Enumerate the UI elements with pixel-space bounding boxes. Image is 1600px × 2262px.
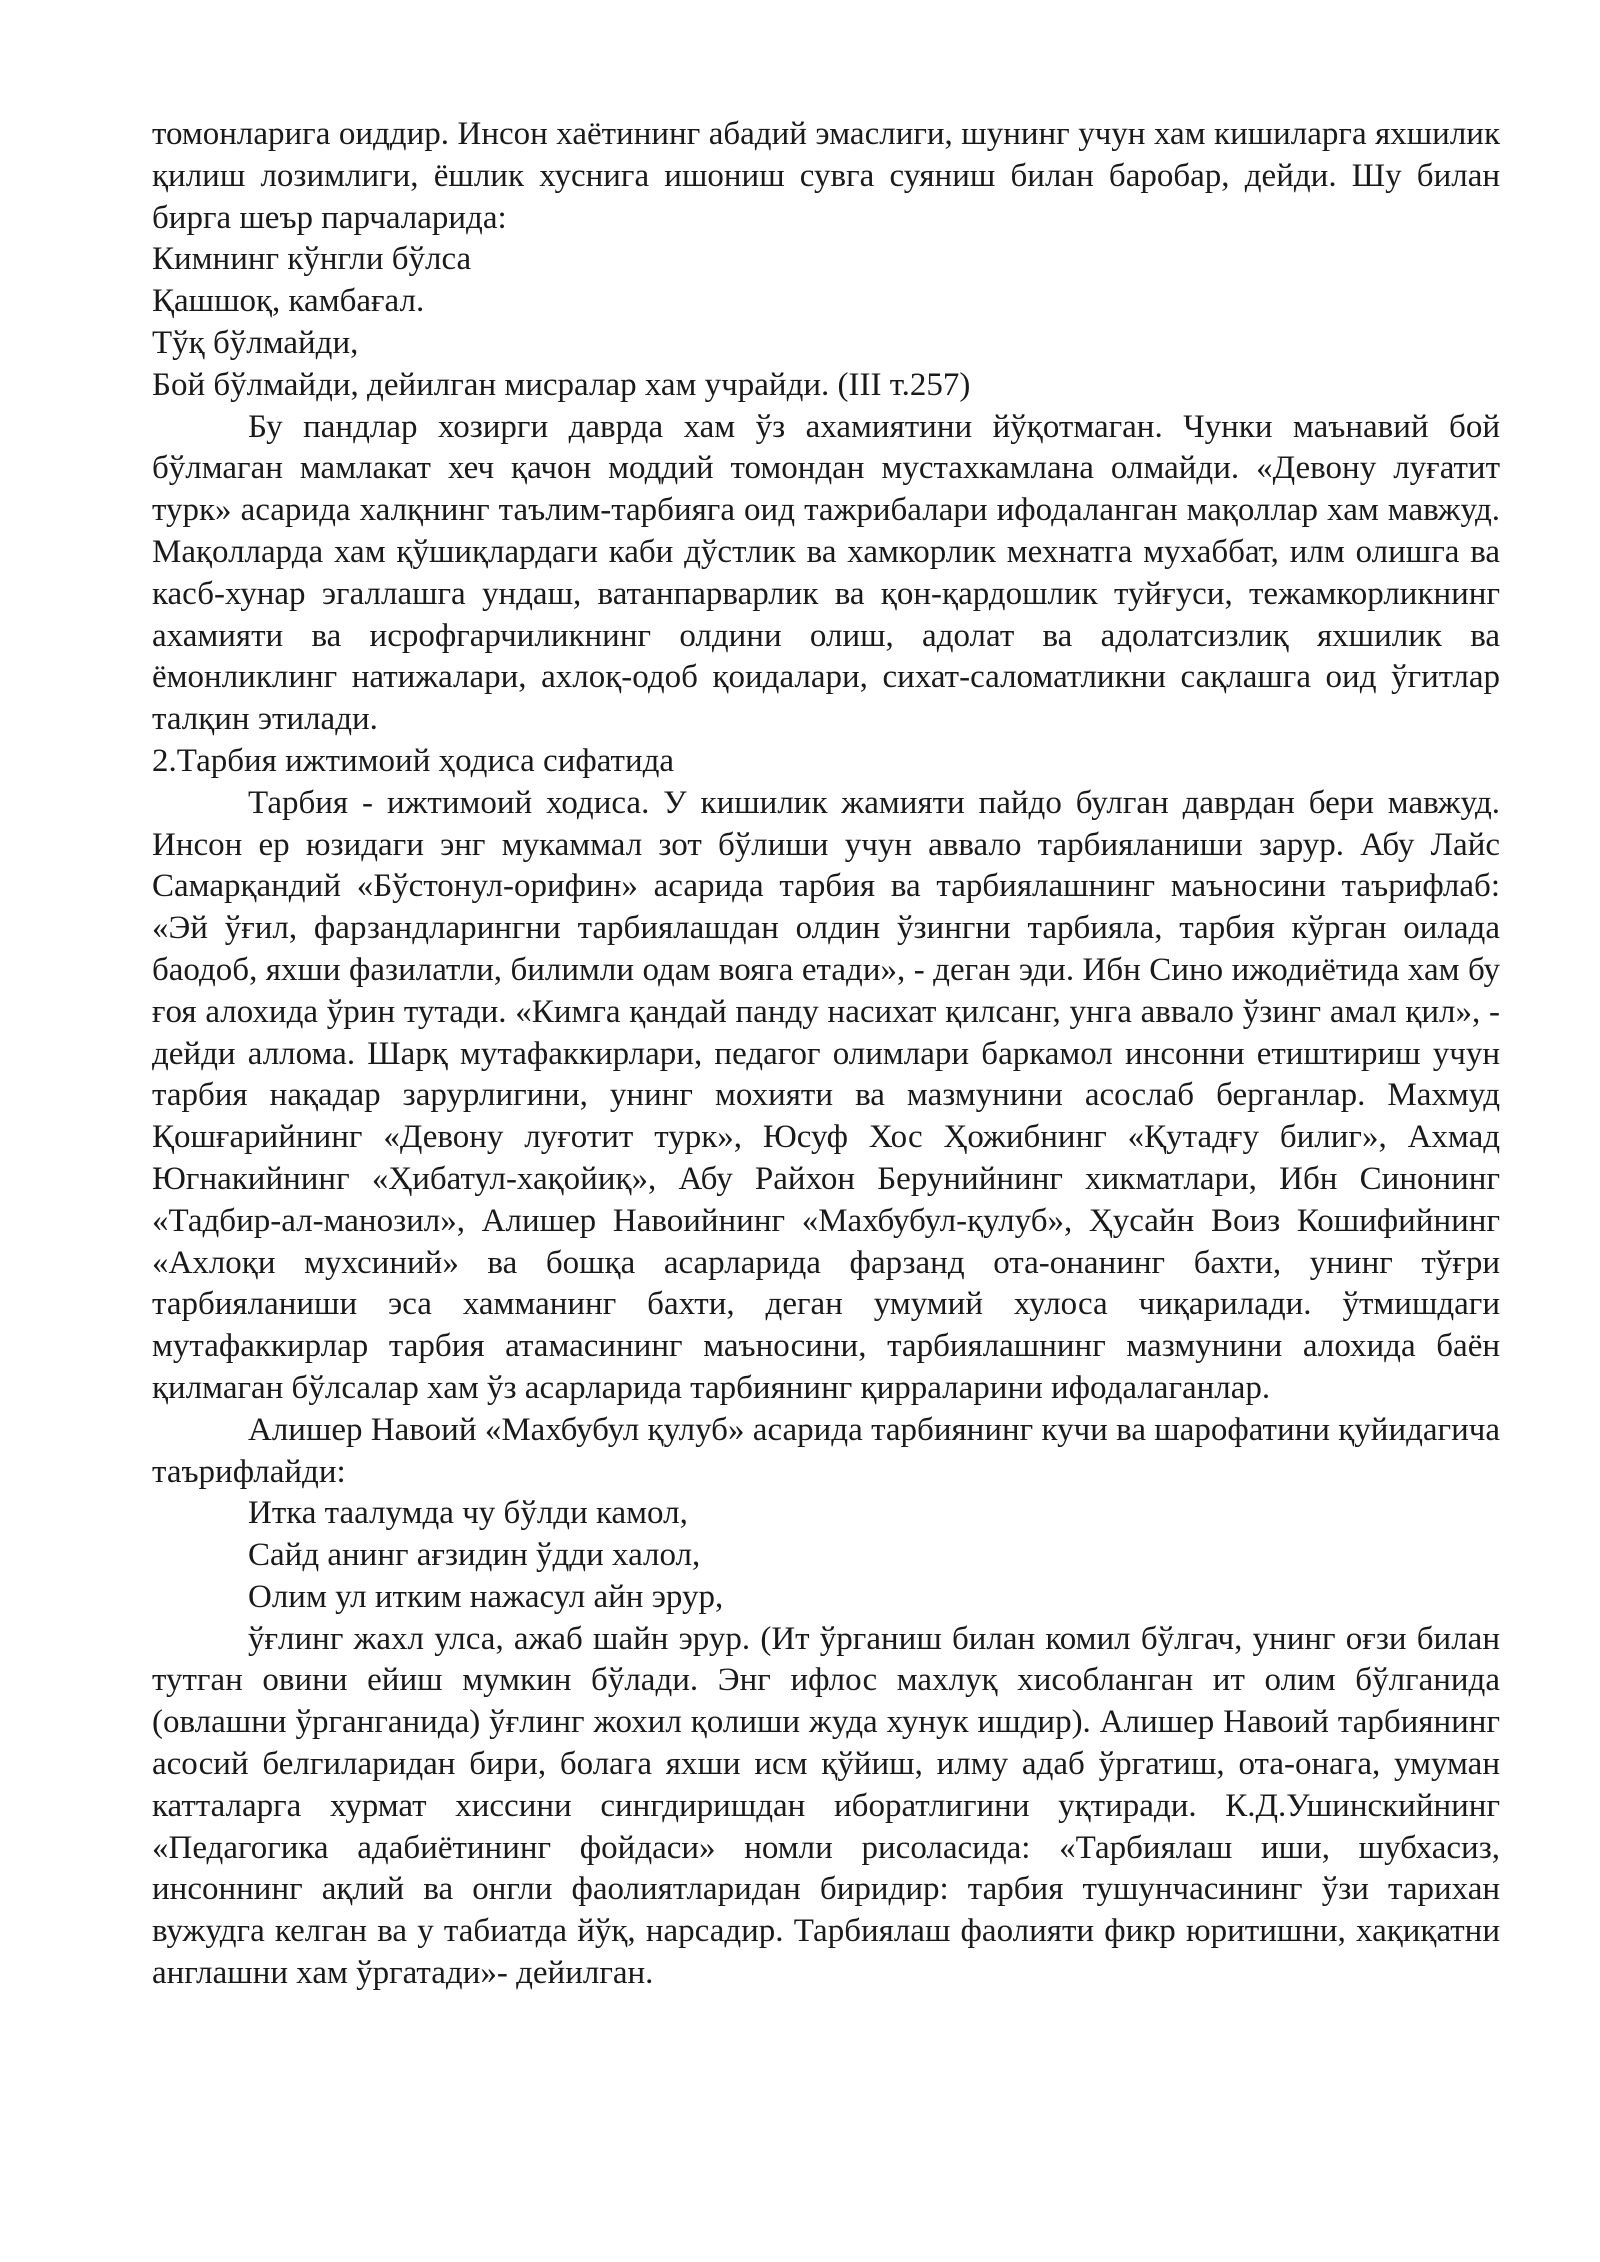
poem-line: Кимнинг кўнгли бўлса (152, 241, 472, 278)
section-heading: 2.Тарбия ижтимоий ҳодиса сифатида (152, 742, 675, 779)
verse-block (152, 1493, 1500, 1618)
paragraph-ushinskiy: ўғлинг жахл улса, ажаб шайн эрур. (Ит ўрганиш билан комил бўлгач, унинг оғзи билан тутган овини ейиш мумкин бўлади. Энг ифлос махлуқ хисобланган ит олим бўлганида (овлашни ўрганганида) ўғлинг жохил қолиши жуда хунук ишдир). Алишер Навоий тарбиянинг асосий белгиларидан бири, болага яхши исм қўйиш, илму адаб ўргатиш, ота-онага, умуман катталарга хурмат хиссини сингдиришдан иборатлигини уқтиради. К.Д.Ушинскийнинг «Педагогика адабиётининг фойдаси» номли рисоласида: «Тарбиялаш иши, шубхасиз, инсоннинг ақлий ва онгли фаолиятларидан биридир: тарбия тушунчасининг ўзи тарихан вужудга келган ва у табиатда йўқ, нарсадир. Тарбиялаш фаолияти фикр юритишни, хақиқатни англашни хам ўргатади»- дейилган. (152, 1620, 1500, 1992)
document-page (152, 114, 1500, 1995)
paragraph-navoiy: Алишер Навоий «Махбубул қулуб» асарида тарбиянинг кучи ва шарофатини қуйидагича таърифлайди: (152, 1411, 1500, 1490)
poem-line: Тўқ бўлмайди, (152, 324, 359, 361)
verse-line: Итка таалумда чу бўлди камол, (248, 1495, 688, 1532)
verse-line: Сайд анинг ағзидин ўдди халол, (248, 1537, 701, 1574)
paragraph-pandlar: Бу пандлар хозирги даврда хам ўз ахамиятини йўқотмаган. Чунки маънавий бой бўлмаган мамлакат хеч қачон моддий томондан мустахкамлана олмайди. «Девону луғатит турк» асарида халқнинг таълим-тарбияга оид тажрибалари ифодаланган мақоллар хам мавжуд. Мақолларда хам қўшиқлардаги каби дўстлик ва хамкорлик мехнатга мухаббат, илм олишга ва касб-хунар эгаллашга ундаш, ватанпарварлик ва қон-қардошлик туйғуси, тежамкорликнинг ахамияти ва исрофгарчиликнинг олдини олиш, адолат ва адолатсизлиқ яхшилик ва ёмонликлинг натижалари, ахлоқ-одоб қоидалари, сихат-саломатликни сақлашга оид ўгитлар талқин этилади. (152, 408, 1500, 738)
poem-block (152, 239, 1500, 406)
intro-paragraph: томонларига оиддир. Инсон хаётининг абадий эмаслиги, шунинг учун хам кишиларга яхшилик қилиш лозимлиги, ёшлик хуснига ишониш сувга суяниш билан баробар, дейди. Шу билан бирга шеър парчаларида: (152, 116, 1500, 236)
poem-line: Қашшоқ, камбағал. (152, 283, 425, 320)
paragraph-tarbiya: Тарбия - ижтимоий ходиса. У кишилик жамияти пайдо булган даврдан бери мавжуд. Инсон ер юзидаги энг мукаммал зот бўлиши учун аввало тарбияланиши зарур. Абу Лайс Самарқандий «Бўстонул-орифин» асарида тарбия ва тарбиялашнинг маъносини таърифлаб: «Эй ўғил, фарзандларингни тарбиялашдан олдин ўзингни тарбияла, тарбия кўрган оилада баодоб, яхши фазилатли, билимли одам вояга етади», - деган эди. Ибн Сино ижодиётида хам бу ғоя алохида ўрин тутади. «Кимга қандай панду насихат қилсанг, унга аввало ўзинг амал қил», - дейди аллома. Шарқ мутафаккирлари, педагог олимлари баркамол инсонни етиштириш учун тарбия нақадар зарурлигини, унинг мохияти ва мазмунини асослаб берганлар. Махмуд Қошғарийнинг «Девону луғотит турк», Юсуф Хос Ҳожибнинг «Қутадғу билиг», Ахмад Югнакийнинг «Ҳибатул-хақойиқ», Абу Райхон Берунийнинг хикматлари, Ибн Синонинг «Тадбир-ал-манозил», Алишер Навоийнинг «Махбубул-қулуб», Ҳусайн Воиз Кошифийнинг «Ахлоқи мухсиний» ва бошқа асарларида фарзанд ота-онанинг бахти, унинг тўғри тарбияланиши эса хамманинг бахти, деган умумий хулоса чиқарилади. ўтмишдаги мутафаккирлар тарбия атамасининг маъносини, тарбиялашнинг мазмунини алохида баён қилмаган бўлсалар хам ўз асарларида тарбиянинг қирраларини ифодалаганлар. (152, 784, 1500, 1406)
poem-line: Бой бўлмайди, дейилган мисралар хам учрайди. (III т.257) (152, 366, 971, 403)
verse-line: Олим ул итким нажасул айн эрур, (248, 1578, 724, 1615)
